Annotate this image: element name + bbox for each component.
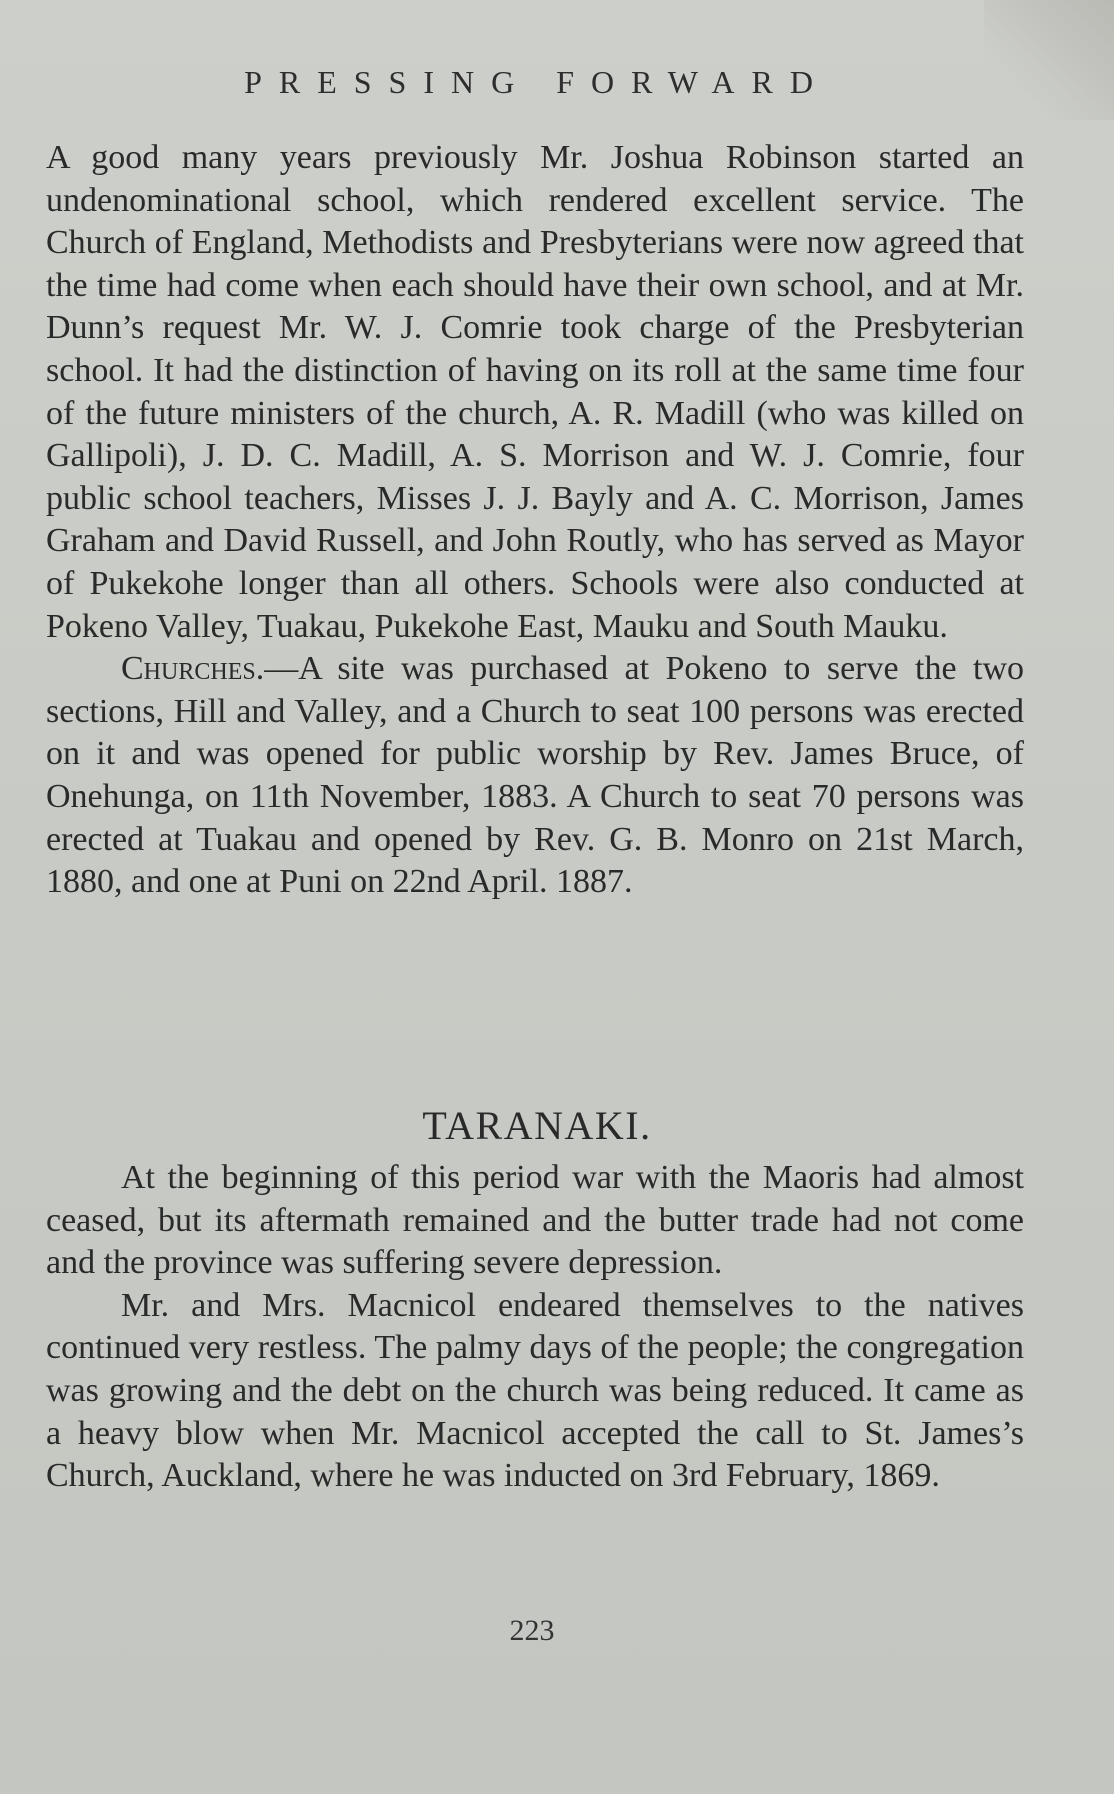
running-head: PRESSING FORWARD (244, 64, 830, 100)
paragraph-macnicol: Mr. and Mrs. Macnicol endeared themselves to the natives continued very restless. The palmy days of the people; the congregation was growing and the debt on the church was being reduced. It came as a heavy blow when Mr. Macnicol accepted the call to St. James’s Church, Auckland, where he was inducted on 3rd February, 1869. (46, 1286, 1024, 1495)
page-corner-shadow (984, 0, 1114, 120)
text-block-bottom (46, 1157, 1024, 1498)
paragraph-churches (46, 648, 1024, 904)
page-number: 223 (509, 1614, 555, 1647)
section-heading: TARANAKI. (422, 1103, 652, 1148)
paragraph-war: At the beginning of this period war with the Maoris had almost ceased, but its aftermath remained and the butter trade had not come and the province was suffering severe depression. (46, 1159, 1024, 1282)
paragraph-schools: A good many years previously Mr. Joshua Robinson started an undenominational school, which rendered excellent service. The Church of England, Methodists and Presbyterians were now agreed that the time had come when each should have their own school, and at Mr. Dunn’s request Mr. W. J. Comrie took charge of the Presbyterian school. It had the distinction of having on its roll at the same time four of the future ministers of the church, A. R. Madill (who was killed on Gallipoli), J. D. C. Madill, A. S. Morrison and W. J. Comrie, four public school teachers, Misses J. J. Bayly and A. C. Morrison, James Graham and David Russell, and John Routly, who has served as Mayor of Pukekohe longer than all others. Schools were also conducted at Pokeno Valley, Tuakau, Pukekohe East, Mauku and South Mauku. (46, 139, 1024, 645)
paragraph-churches-text: —A site was purchased at Pokeno to serve the two sections, Hill and Valley, and a Church to seat 100 persons was erected on it and was opened for public worship by Rev. James Bruce, of Onehunga, on 11th November, 1883. A Church to seat 70 persons was erected at Tuakau and opened by Rev. G. B. Monro on 21st March, 1880, and one at Puni on 22nd April. 1887. (46, 650, 1024, 901)
text-block-top (46, 137, 1024, 904)
paragraph-lead-churches: Churches. (121, 650, 265, 688)
